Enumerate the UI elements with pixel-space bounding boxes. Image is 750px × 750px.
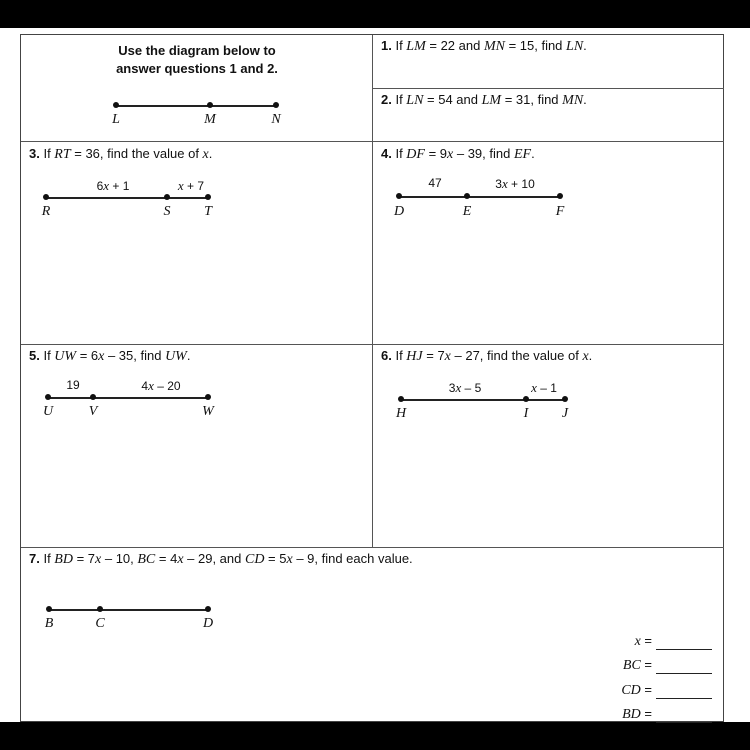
question-3-cell	[21, 142, 373, 345]
label-h: H	[395, 406, 407, 421]
text: + 7	[183, 179, 205, 193]
point-s	[164, 194, 170, 200]
label-r: R	[41, 204, 51, 219]
text: = 6	[76, 348, 99, 363]
label-t: T	[204, 204, 212, 219]
length-ef	[495, 176, 535, 192]
point-h	[398, 396, 404, 402]
segment-rt	[46, 197, 208, 199]
variable: x	[98, 349, 105, 364]
text: + 10	[507, 177, 535, 191]
label-w: W	[202, 404, 214, 419]
text: 3	[495, 177, 502, 191]
question-number: 4.	[381, 146, 392, 161]
text: If	[391, 38, 407, 53]
question-number: 6.	[381, 348, 392, 363]
question-1-text	[381, 38, 587, 55]
question-5-text	[29, 348, 190, 365]
question-number: 7.	[29, 551, 40, 566]
point-e	[464, 193, 470, 199]
label-s: S	[163, 204, 171, 219]
point-d	[396, 193, 402, 199]
text: = 22 and	[425, 38, 484, 53]
label-c: C	[95, 616, 105, 631]
text: – 5	[461, 381, 482, 395]
text: .	[186, 348, 191, 363]
text: = 4	[155, 551, 178, 566]
answer-x	[635, 633, 712, 650]
length-ij	[531, 380, 557, 396]
question-2-text	[381, 92, 587, 109]
point-c	[97, 606, 103, 612]
label-u: U	[42, 404, 54, 419]
label-n: N	[271, 112, 281, 127]
variable: BD	[622, 707, 641, 722]
variable: x	[447, 147, 454, 162]
question-3-text	[29, 146, 212, 163]
segment-ln	[116, 105, 276, 107]
text: = 15, find	[504, 38, 567, 53]
text: .	[583, 38, 587, 53]
variable: MN	[483, 39, 505, 54]
question-4-text	[381, 146, 535, 163]
variable: x	[582, 349, 589, 364]
equals: =	[640, 657, 652, 672]
equals: =	[640, 682, 652, 697]
variable: MN	[562, 93, 584, 108]
text: If	[391, 348, 407, 363]
variable: x	[103, 178, 110, 193]
point-i	[523, 396, 529, 402]
answer-blank-bd[interactable]	[656, 710, 712, 723]
text: If	[39, 551, 55, 566]
question-number: 5.	[29, 348, 40, 363]
point-l	[113, 102, 119, 108]
label-d: D	[202, 616, 214, 631]
point-j	[562, 396, 568, 402]
text: .	[531, 146, 535, 161]
length-uv: 19	[66, 378, 80, 392]
text: If	[39, 146, 55, 161]
point-d	[205, 606, 211, 612]
point-r	[43, 194, 49, 200]
variable: HJ	[406, 349, 423, 364]
text: – 29, and	[183, 551, 245, 566]
question-number: 1.	[381, 38, 392, 53]
variable: x	[444, 349, 451, 364]
text: – 9, find each value.	[292, 551, 413, 566]
answer-bd	[622, 706, 712, 723]
text: = 54 and	[423, 92, 482, 107]
header-line-2: answer questions 1 and 2.	[116, 61, 278, 76]
variable: LM	[481, 93, 502, 108]
text: = 7	[422, 348, 445, 363]
variable: BC	[137, 552, 156, 567]
question-grid	[20, 34, 724, 722]
label-d: D	[393, 204, 405, 219]
text: .	[588, 348, 593, 363]
variable: UW	[54, 349, 77, 364]
question-2-cell	[373, 89, 724, 142]
point-b	[46, 606, 52, 612]
text: – 35, find	[104, 348, 166, 363]
text: = 7	[72, 551, 96, 566]
segment-df	[399, 196, 560, 198]
text: 6	[96, 179, 104, 193]
diagram-cell	[21, 35, 373, 142]
text: = 9	[424, 146, 448, 161]
answer-blank-x[interactable]	[656, 637, 712, 650]
point-f	[557, 193, 563, 199]
text: If	[391, 92, 407, 107]
variable: x	[95, 552, 102, 567]
text: – 39, find	[453, 146, 514, 161]
label-i: I	[523, 406, 529, 421]
length-hi	[449, 380, 481, 396]
label-l: L	[112, 112, 120, 127]
text: .	[583, 92, 587, 107]
variable: DF	[406, 147, 425, 162]
question-4-cell	[373, 142, 724, 345]
variable: LN	[406, 93, 424, 108]
label-e: E	[462, 204, 472, 219]
length-st	[178, 178, 204, 194]
point-t	[205, 194, 211, 200]
length-rs	[97, 178, 130, 194]
text: – 20	[153, 379, 181, 393]
text: = 31, find	[501, 92, 563, 107]
point-v	[90, 394, 96, 400]
answer-blank-bc[interactable]	[656, 661, 712, 674]
question-number: 2.	[381, 92, 392, 107]
equals: =	[640, 706, 652, 721]
label-b: B	[44, 616, 54, 631]
question-7-text	[29, 551, 413, 568]
text: 4	[141, 379, 149, 393]
label-v: V	[88, 404, 98, 419]
question-6-cell	[373, 345, 724, 548]
variable: x	[148, 378, 154, 393]
text: – 10,	[101, 551, 138, 566]
question-1-cell	[373, 35, 724, 89]
text: – 1	[536, 381, 557, 395]
variable: x	[634, 634, 641, 649]
variable: x	[501, 176, 508, 191]
text: = 5	[264, 551, 287, 566]
variable: x	[177, 178, 184, 193]
question-number: 3.	[29, 146, 40, 161]
question-6-text	[381, 348, 592, 365]
variable: x	[286, 552, 293, 567]
variable: LM	[406, 39, 426, 54]
variable: CD	[244, 552, 265, 567]
equals: =	[640, 633, 652, 648]
variable: x	[177, 552, 184, 567]
text: 3	[448, 381, 456, 395]
answer-bc	[623, 657, 712, 674]
label-f: F	[555, 204, 565, 219]
label-j: J	[561, 406, 569, 421]
text: If	[39, 348, 55, 363]
variable: RT	[54, 147, 71, 162]
variable: CD	[621, 683, 641, 698]
text: = 36, find the value of	[70, 146, 203, 161]
segment-uw	[48, 397, 208, 399]
text: .	[208, 146, 213, 161]
variable: LN	[566, 39, 584, 54]
variable: x	[531, 380, 537, 395]
point-n	[273, 102, 279, 108]
worksheet	[0, 28, 750, 722]
label-m: M	[204, 112, 216, 127]
point-u	[45, 394, 51, 400]
header-line-1: Use the diagram below to	[118, 43, 276, 58]
length-vw	[141, 378, 180, 394]
segment-hj	[401, 399, 565, 401]
point-w	[205, 394, 211, 400]
variable: BC	[622, 658, 641, 673]
segment-bd	[49, 609, 208, 611]
text: + 1	[109, 179, 130, 193]
answer-blank-cd[interactable]	[656, 686, 712, 699]
point-m	[207, 102, 213, 108]
question-5-cell	[21, 345, 373, 548]
variable: UW	[165, 349, 187, 364]
variable: EF	[513, 147, 532, 162]
answer-cd	[621, 682, 712, 699]
text: If	[391, 146, 407, 161]
length-de: 47	[428, 176, 442, 190]
variable: x	[202, 147, 209, 162]
variable: x	[455, 380, 462, 395]
question-7-cell	[21, 548, 724, 721]
variable: BD	[54, 552, 73, 567]
text: – 27, find the value of	[450, 348, 583, 363]
